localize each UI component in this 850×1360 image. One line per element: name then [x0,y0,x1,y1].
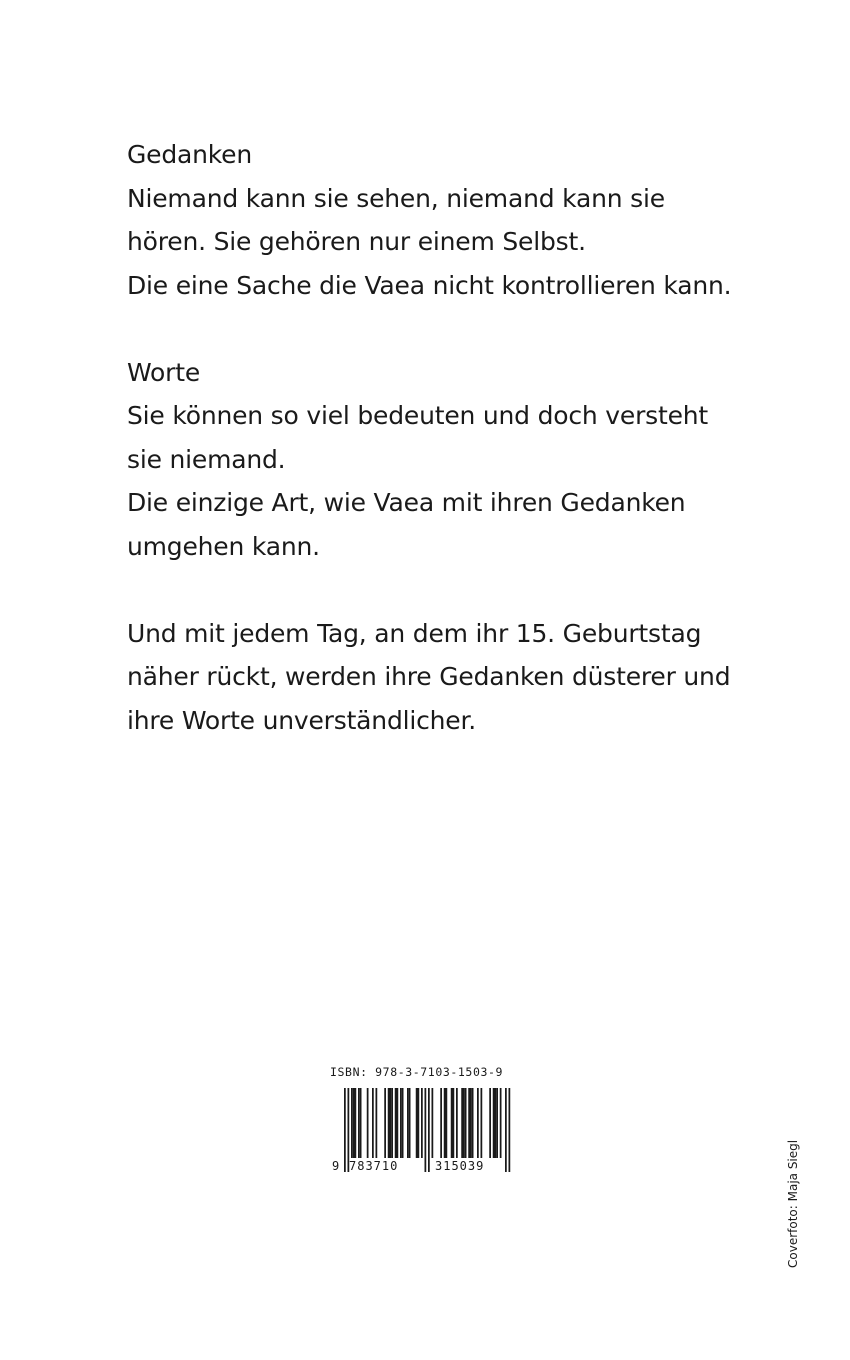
barcode-bar [351,1088,353,1158]
paragraph-worte [127,351,747,569]
barcode-guard-bar [509,1088,511,1172]
barcode-bar [456,1088,458,1158]
barcode-bar [376,1088,378,1158]
barcode-bar [372,1088,374,1158]
barcode-bar [496,1088,498,1158]
barcode-bar [421,1088,423,1158]
text-line: Niemand kann sie sehen, niemand kann sie [127,183,665,213]
barcode-bar [461,1088,463,1158]
paragraph-conclusion [127,612,747,743]
barcode-bar [395,1088,397,1158]
barcode-bar [384,1088,386,1158]
barcode-bar [397,1088,399,1158]
text-line: Und mit jedem Tag, an dem ihr 15. Geburtstag [127,618,702,648]
text-line: umgehen kann. [127,531,320,561]
barcode-bar [495,1088,497,1158]
barcode-bar [402,1088,404,1158]
barcode-bar [470,1088,472,1158]
barcode-bar [418,1088,420,1158]
barcode-bar [451,1088,453,1158]
barcode-bar [472,1088,474,1158]
paragraph-gedanken [127,133,747,307]
barcode-bar [432,1088,434,1158]
barcode-bar [463,1088,465,1158]
text-line: hören. Sie gehören nur einem Selbst. [127,227,586,256]
barcode-bar [489,1088,491,1158]
barcode-right-digits: 315039 [435,1159,485,1172]
text-line: Die einzige Art, wie Vaea mit ihren Gedanken [127,488,686,517]
barcode-bar [355,1088,357,1158]
back-cover-blurb [127,133,747,786]
cover-photo-credit: Coverfoto: Maja Siegl [786,1139,800,1268]
barcode-first-digit: 9 [332,1159,340,1172]
barcode-bar [388,1088,390,1158]
barcode-bar [409,1088,411,1158]
barcode-bar [367,1088,369,1158]
text-line: sie niemand. [127,444,286,474]
heading-worte: Worte [127,357,201,387]
barcode-bar [481,1088,483,1158]
barcode-guard-bar [425,1088,427,1172]
barcode-guard-bar [344,1088,346,1172]
heading-gedanken: Gedanken [127,140,252,169]
barcode-bar [453,1088,455,1158]
barcode-bar [390,1088,392,1158]
barcode-bar [358,1088,360,1158]
barcode-bar [493,1088,495,1158]
isbn-barcode [330,1088,520,1172]
text-line: näher rückt, werden ihre Gedanken düsterer und [127,662,731,691]
barcode-left-digits: 783710 [349,1159,399,1172]
barcode-bar [468,1088,470,1158]
barcode-bar [465,1088,467,1158]
barcode-bar [416,1088,418,1158]
barcode-guard-bar [428,1088,430,1172]
barcode-bar [440,1088,442,1158]
barcode-bar [360,1088,362,1158]
text-line: Sie können so viel bedeuten und doch versteht [127,401,709,430]
barcode-bar [446,1088,448,1158]
text-line: ihre Worte unverständlicher. [127,705,477,735]
barcode-bar [500,1088,502,1158]
barcode-guard-bar [505,1088,507,1172]
barcode-bar [444,1088,446,1158]
isbn-label: ISBN: 978-3-7103-1503-9 [330,1065,504,1079]
barcode-bar [477,1088,479,1158]
barcode-bar [391,1088,393,1158]
barcode-bar [353,1088,355,1158]
barcode-bar [407,1088,409,1158]
barcode-bar [400,1088,402,1158]
text-line: Die eine Sache die Vaea nicht kontrollieren kann. [127,270,732,300]
